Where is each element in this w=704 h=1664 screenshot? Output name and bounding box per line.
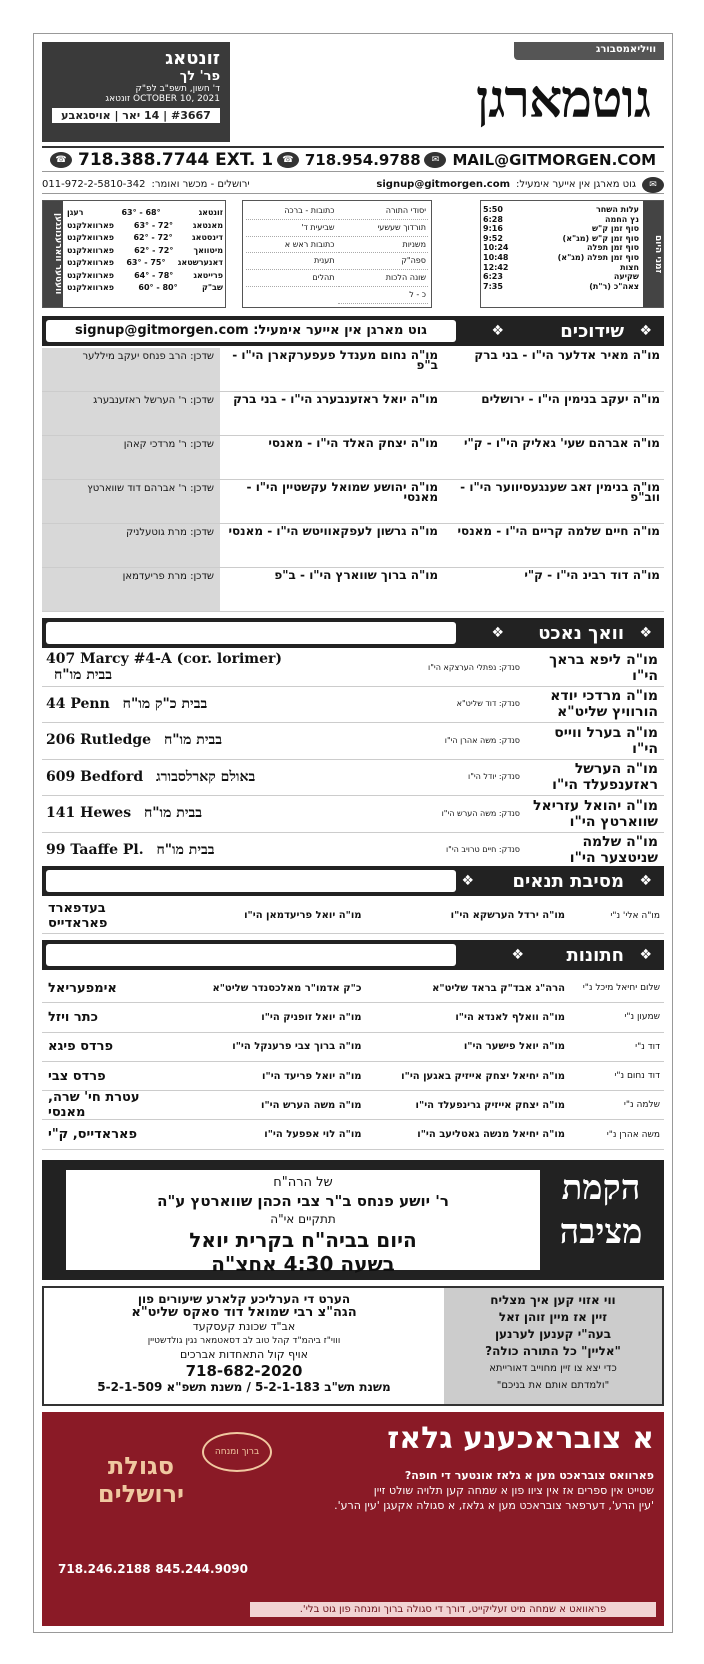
vach-sandek: סנדק: חיים טרויב הי"ו (445, 845, 520, 855)
weather-day: מאנטאג (192, 220, 223, 230)
shiur-q5: כדי יצא צו זיין מחוייב דאורייתא (489, 1363, 617, 1374)
hebrew-date: ד' חשון, תשפ"ב לפ"ק (135, 84, 220, 94)
zman-name: סוף זמן תפלה (מג"א) (557, 252, 639, 262)
chasuna-hall: פרדס פיגא (48, 1039, 114, 1055)
weather-label: וועטער ווארענונגען (43, 201, 63, 307)
weather-row (67, 257, 223, 270)
vach-location (42, 732, 302, 749)
zman-name: סוף זמן ק"ש (591, 224, 639, 234)
weather-temp: 75° - 63° (126, 258, 166, 267)
weather-day: דאנערשטאג (177, 258, 223, 267)
zman-name: סוף זמן ק"ש (מג"א) (562, 233, 639, 243)
kallah-side (220, 480, 442, 523)
shadchan: שדכן: ר' מרדכי קאהן (42, 436, 220, 479)
vach-name: מו"ה שלמה שניטצער הי"ו (569, 834, 658, 867)
vach-sandek: סנדק: נפתלי הערצקא הי"ו (428, 662, 520, 672)
limud-item: תורדוך שעשעי (338, 221, 429, 237)
shiur-q2: זיין אז מיין זוהן זאל (498, 1310, 608, 1324)
limud-item: כ - ל (338, 288, 429, 304)
vach-address: 609 Bedford (46, 768, 144, 785)
vach-row (42, 833, 664, 870)
phone-1[interactable]: 718.388.7744 EXT. 1 (78, 149, 274, 170)
vach-row (42, 796, 664, 833)
hakomas-t4: היום בביה"ח בקרית יואל (189, 1228, 417, 1252)
zman-name: סוף זמן תפלה (587, 243, 639, 253)
ornament-icon: ❖ (491, 323, 504, 339)
kallah-name: מו"ה ברוך שווארץ הי"ו - ב"פ (274, 568, 438, 582)
vach-name: מו"ה בערל ווייס הי"ו (554, 724, 658, 757)
shiur-q3: בעה"י קענען לערנען (494, 1327, 612, 1341)
limud-item: כתובות - ברכה (246, 204, 337, 220)
vach-section (42, 650, 664, 869)
chasuna-chosson: דוד נ"י (635, 1041, 660, 1052)
chosson-name: מו"ה דוד רבינ הי"ו - ק"י (524, 568, 660, 582)
vach-title: וואך נאכט (538, 622, 624, 644)
chasuna-chosson: שלום יחיאל מיכל נ"י (582, 983, 660, 994)
limud-box (242, 200, 432, 308)
chosson-name: מו"ה חיים שלמה קריים הי"ו - מאנסי (457, 524, 660, 538)
tnaim-mechutan: מו"ה יואל פריעדמאן הי"ו (244, 910, 362, 921)
tnaim-chosson: מו"ה אלי' נ"י (610, 910, 660, 921)
vach-location (42, 769, 302, 786)
zmanim-box (480, 200, 664, 308)
logo-text: גוטמארגן (475, 69, 650, 130)
zman-row (483, 215, 639, 225)
ornament-icon: ❖ (639, 323, 652, 339)
email[interactable]: MAIL@GITMORGEN.COM (452, 150, 656, 169)
tnaim-title: מסיבת תנאים (512, 870, 624, 892)
ornament-icon: ❖ (491, 625, 504, 641)
weather-day: שב"ק (201, 283, 223, 292)
shadchan: שדכן: מרת פריעדמאן (42, 568, 220, 611)
chosson-name: מו"ה אברהם שעי' גאליק הי"ו - ק"י (463, 436, 660, 450)
signup-note: גוט מארגן אין אייער אימעיל: signup@gitmorgen.com (46, 320, 456, 342)
tnaim-bar (42, 866, 664, 896)
weather-temp: 80° - 60° (138, 283, 178, 292)
zman-time: 7:35 (483, 281, 503, 291)
kallah-name: מו"ה יצחק האלד הי"ו - מאנסי (268, 436, 438, 450)
shiduchim-section (42, 348, 664, 612)
chosson-side (442, 392, 664, 435)
vach-row (42, 760, 664, 797)
chasuna-mechutan: מו"ה משה הערש הי"ו (261, 1099, 362, 1111)
vach-host: בבית מו"ח (143, 805, 202, 822)
chasuna-father: מו"ה יואל פישער הי"ו (463, 1041, 565, 1053)
chasuna-chosson: שמעון נ"י (624, 1012, 660, 1023)
masthead (42, 42, 664, 142)
hakomas-l2: מציבה (559, 1212, 643, 1252)
ad-phones (58, 1562, 248, 1576)
phone-icon: ☎ (50, 152, 72, 168)
shiduchim-title: שידוכים (560, 320, 624, 342)
vach-host: בבית כ"ק מו"ח (122, 695, 208, 712)
vach-row (42, 687, 664, 724)
shidduch-row (42, 524, 664, 568)
zman-time: 10:48 (483, 252, 509, 262)
weather-row (67, 232, 223, 245)
weather-row (67, 270, 223, 283)
chasuna-hall: פאראדייס, ק"י (48, 1127, 138, 1143)
vach-address: 99 Taaffe Pl. (46, 841, 144, 858)
shiurim-ad (42, 1286, 664, 1406)
zman-name: צאה"כ (ר"ת) (589, 281, 639, 291)
chasuna-row (42, 1062, 664, 1091)
chasuna-mechutan: מו"ה יואל פריעד הי"ו (262, 1070, 362, 1082)
chasuna-row (42, 1003, 664, 1032)
zman-row (483, 263, 639, 273)
vach-address: 206 Rutledge (46, 732, 152, 749)
vach-host: בבית מו"ח (54, 667, 113, 684)
kallah-name: מו"ה יהושע שמואל עקשטיין הי"ו - מאנסי (246, 480, 438, 504)
shadchan: שדכן: ר' אברהם דוד שווארטץ (42, 480, 220, 523)
kallah-side (220, 568, 442, 611)
weather-cond: פארוואלקנט (67, 283, 115, 292)
vach-sandek: סנדק: יודל הי"ו (468, 772, 520, 782)
issue-number: #3667 | 14 יאר | אויסגאבע (52, 108, 220, 123)
hakomas-t3: תתקיים אי"ה (270, 1212, 336, 1226)
zman-row (483, 224, 639, 234)
chasuna-chosson: משה אהרן נ"י (606, 1129, 660, 1140)
chasunos-section (42, 974, 664, 1150)
ad-t2: שטייט אין ספרים אז אין ציוו פון א שמחה קען תלויה שולט זיין (373, 1484, 654, 1497)
weather-day: דינסטאג (192, 233, 223, 242)
seal-icon: ברוך ומנחה (202, 1432, 272, 1472)
zman-row (483, 272, 639, 282)
zmanim-list (483, 205, 639, 291)
weather-row (67, 220, 223, 233)
zman-name: חצות (620, 262, 639, 272)
chosson-name: מו"ה יעקב בנימין הי"ו - ירושלים (481, 392, 660, 406)
vach-address: 44 Penn (46, 695, 110, 712)
chasuna-mechutan: מו"ה יואל זופניק הי"ו (261, 1011, 362, 1023)
ad-title: א צובראכענע גלאז (387, 1421, 654, 1456)
hakomas-matzeiva (42, 1160, 664, 1280)
shiur-q4: "אליין" כל התורה כולה? (485, 1344, 621, 1358)
chasuna-hall: כתר ויזל (48, 1009, 98, 1025)
vach-row (42, 723, 664, 760)
vach-bar (42, 618, 664, 648)
israel-label: ירושלים - מכשר ואומר: (151, 179, 250, 190)
vach-location (42, 805, 302, 822)
date-box (42, 42, 230, 142)
chasuna-father: מו"ה וואלף לאנדא הי"ו (455, 1011, 565, 1023)
weather-temp: 78° - 64° (134, 270, 174, 280)
vach-sandek: סנדק: משה אהרן הי"ו (444, 735, 520, 745)
shiur-q6: "ולמדתם אותם את בניכם" (496, 1380, 610, 1391)
chosson-side (442, 524, 664, 567)
chosson-side (442, 568, 664, 611)
ad-phone-1[interactable]: 718.246.2188 (58, 1562, 151, 1576)
zman-time: 6:28 (483, 214, 503, 224)
ornament-icon: ❖ (461, 873, 474, 889)
shidduch-row (42, 348, 664, 392)
zman-row (483, 253, 639, 263)
kallah-side (220, 348, 442, 391)
vach-location (42, 696, 302, 713)
shiur-r1: הערט די הערליכע קלארע שיעורים פון (137, 1292, 351, 1306)
ad-footer: פראוואט א שמחה מיט זעליקייט, דורך די סגולה ברוך ומנחה פון גוט בלי'. (250, 1602, 656, 1617)
weather-box (42, 200, 226, 308)
mail-icon: ✉ (642, 177, 664, 193)
zman-row (483, 282, 639, 292)
weather-row (67, 282, 223, 295)
english-date: OCTOBER 10, 2021 זונטאג (105, 94, 220, 104)
chasuna-row (42, 974, 664, 1003)
chasuna-father: מו"ה יצחק אייזיק גרינפעלד הי"ו (415, 1099, 565, 1111)
zman-name: שקיעה (613, 272, 639, 282)
vach-host: בבית מו"ח (163, 732, 223, 749)
limud-item: תענית (246, 254, 337, 270)
vach-row (42, 650, 664, 687)
limud-item: כתובות ראש א (246, 238, 337, 254)
zman-name: נץ החמה (605, 214, 639, 224)
ad-t3: 'עין הרע', דערפאר צובראכט מען א גלאז, א סגולה אקעגן 'עין הרע'. (334, 1499, 654, 1512)
signup-line (42, 176, 664, 194)
shadchan: שדכן: ר' הערשל ראזענבערג (42, 392, 220, 435)
parsha: פר' לך (179, 69, 220, 84)
zman-time: 6:23 (483, 272, 503, 282)
chosson-side (442, 436, 664, 479)
hakomas-t5: בשעה 4:30 אחצ"ה (211, 1252, 395, 1276)
contact-bar (42, 146, 664, 172)
chasuna-row (42, 1033, 664, 1062)
shiduchim-bar (42, 316, 664, 346)
chasuna-chosson: שלמה נ"י (623, 1100, 660, 1111)
shiur-codes: משנת תש"ב 5-2-1-183 / משנת תשפ"א 5-2-1-509 (97, 1380, 391, 1394)
mail-icon: ✉ (424, 152, 446, 168)
chasuna-row (42, 1120, 664, 1149)
shidduch-row (42, 568, 664, 612)
vach-sandek: סנדק: דוד שליט"א (456, 699, 520, 709)
weather-cond: פארוואלקנט (67, 270, 115, 280)
logo (238, 42, 664, 142)
zman-name: עלות השחר (595, 205, 639, 214)
chasuna-row (42, 1091, 664, 1120)
ornament-icon: ❖ (639, 625, 652, 641)
chasuna-father: מו"ה יחיאל יצחק אייזיק באגען הי"ו (401, 1070, 565, 1082)
kallah-side (220, 524, 442, 567)
ad-brand: סגולת ירושלים (97, 1452, 185, 1508)
ornament-icon: ❖ (639, 947, 652, 963)
shiur-phone[interactable]: 718-682-2020 (185, 1362, 303, 1380)
weather-cond: פארוואלקנט (67, 233, 115, 242)
shadchan: שדכן: מרת גוטעלניק (42, 524, 220, 567)
shidduch-row (42, 392, 664, 436)
shiur-r5: אויף קול התאחדות אברכים (179, 1348, 309, 1361)
ornament-icon: ❖ (511, 947, 524, 963)
vach-location (42, 651, 302, 684)
shiur-q1: ווי אזוי קען איך מצליח (490, 1293, 616, 1307)
weather-cond: רעגן (67, 208, 84, 217)
weather-day: מיטוואך (193, 245, 223, 255)
weather-day: פרייטאג (193, 270, 223, 280)
kallah-name: מו"ה נחום מענדל פעפערקארן הי"ו - ב"פ (232, 348, 438, 372)
vach-host: באולם קארלסבורג (156, 768, 256, 785)
chasuna-father: מו"ה יחיאל מנשה גאטליעב הי"ו (417, 1129, 565, 1141)
israel-phone: 011-972-2-5810-342 (42, 179, 146, 190)
vach-address: 407 Marcy #4-A (cor. lorimer) (46, 651, 282, 668)
vach-sandek: סנדק: משה הערש הי"ו (441, 808, 520, 818)
chasuna-hall: אימפעריאל (48, 980, 117, 996)
zman-row (483, 205, 639, 215)
weather-temp: 72° - 63° (133, 220, 174, 230)
day-name: זונטאג (165, 48, 220, 69)
weather-temp: 68° - 63° (121, 208, 161, 217)
zman-time: 10:24 (483, 243, 509, 253)
phone-2[interactable]: 718.954.9788 (304, 150, 421, 169)
email-note: גוט מארגן אין אייער אימעיל: (516, 179, 636, 190)
vach-location (42, 842, 302, 859)
shiur-r4: וווי"ז ביהמ"ד קהל טוב לב דסאטמאר נגין גולדשטיין (147, 1336, 341, 1346)
shiur-r3: אב"ד שכונת קעסקעד (192, 1320, 296, 1333)
tnaim-row (42, 898, 664, 934)
zman-time: 5:50 (483, 205, 503, 214)
vach-name: מו"ה הערשל ראזענפעלד הי"ו (552, 761, 658, 794)
limud-item: שביעית ד' (246, 221, 337, 237)
phone-icon: ☎ (277, 152, 299, 168)
chosson-side (442, 348, 664, 391)
chasunos-title: חתונות (566, 944, 624, 966)
chasuna-hall: פרדס צבי (48, 1068, 106, 1084)
chasuna-father: הרה"ג אבד"ק בראד שליט"א (432, 982, 565, 994)
signup-email[interactable]: signup@gitmorgen.com (376, 179, 511, 190)
ornament-icon: ❖ (639, 873, 652, 889)
limud-item: תהלים (246, 271, 337, 287)
zman-row (483, 234, 639, 244)
weather-cond: פארוואלקנט (67, 258, 115, 267)
newsletter-page (33, 33, 673, 1633)
ad-text (254, 1468, 654, 1513)
weather-row (67, 207, 223, 220)
weather-cond: פארוואלקנט (67, 220, 115, 230)
weather-temp: 72° - 62° (134, 245, 174, 255)
chosson-name: מו"ה מאיר אדלער הי"ו - בני ברק (474, 348, 660, 362)
hakomas-l1: הקמת (561, 1168, 641, 1208)
weather-cond: פארוואלקנט (67, 245, 115, 255)
limud-item: שונה הלכות (338, 271, 429, 287)
zmanim-label: זמני היום (643, 201, 663, 307)
vach-name: מו"ה ליפא בראך הי"ו (549, 651, 658, 684)
shadchan: שדכן: הרב פנחס יעקב מיללער (42, 348, 220, 391)
chasunos-bar (42, 940, 664, 970)
shidduch-row (42, 436, 664, 480)
zman-time: 9:16 (483, 224, 503, 234)
vach-name: מו"ה יהואל עזריאל שווארטץ הי"ו (533, 797, 658, 830)
zman-time: 9:52 (483, 233, 503, 243)
vach-name: מו"ה מרדכי יודא הורוויץ שליט"א (550, 688, 658, 721)
vach-address: 141 Hewes (46, 805, 132, 822)
hakomas-t1: של הרה"ח (273, 1175, 333, 1190)
limud-item: ספה"ק (338, 254, 429, 270)
chasuna-mechutan: מו"ה לוי אפפעל הי"ו (264, 1129, 362, 1141)
tnaim-section (42, 898, 664, 934)
limud-item: משניות (338, 238, 429, 254)
chasuna-mechutan: מו"ה ברוך צבי פרענקל הי"ו (232, 1041, 362, 1053)
ad-phone-2[interactable]: 845.244.9090 (155, 1562, 248, 1576)
ad-t1: פארוואס צובראכט מען א גלאז אונטער די חופה? (404, 1469, 654, 1482)
edition-ribbon: וויליאמסבורג (514, 42, 664, 60)
chosson-side (442, 480, 664, 523)
shidduch-row (42, 480, 664, 524)
chasuna-hall: עטרת חי' שרה, מאנסי (48, 1091, 140, 1121)
weather-day: זונטאג (198, 208, 223, 217)
weather-temp: 72° - 62° (133, 233, 173, 242)
weather-list (67, 207, 223, 295)
kallah-side (220, 436, 442, 479)
chosson-name: מו"ה בנימין זאב שענגעסיווער הי"ו - ווב"פ (460, 480, 660, 504)
chasuna-mechutan: כ"ק אדמו"ר מאלכסנדר שליט"א (212, 982, 362, 994)
chasuna-chosson: דוד נחום נ"י (614, 1071, 660, 1082)
shiur-r2: הגה"צ רבי שמואל דוד סאקס שליט"א (131, 1305, 357, 1320)
kallah-name: מו"ה יואל ראזענבערג הי"ו - בני ברק (233, 392, 438, 406)
zman-row (483, 243, 639, 253)
tnaim-hall: בעדפארד פאראדייס (48, 900, 108, 931)
kallah-name: מו"ה גרשון לעפקאוויטש הי"ו - מאנסי (228, 524, 438, 538)
glass-ad (42, 1412, 664, 1626)
hakomas-t2: ר' יושע פנחס ב"ר צבי הכהן שווארטץ ע"ה (157, 1192, 449, 1210)
zman-time: 12:42 (483, 262, 509, 272)
kallah-side (220, 392, 442, 435)
weather-row (67, 245, 223, 258)
tnaim-father: מו"ה ירדל הערשקא הי"ו (450, 910, 565, 921)
vach-host: בבית מו"ח (156, 841, 215, 858)
limud-item: יסודי התורה (338, 204, 429, 220)
